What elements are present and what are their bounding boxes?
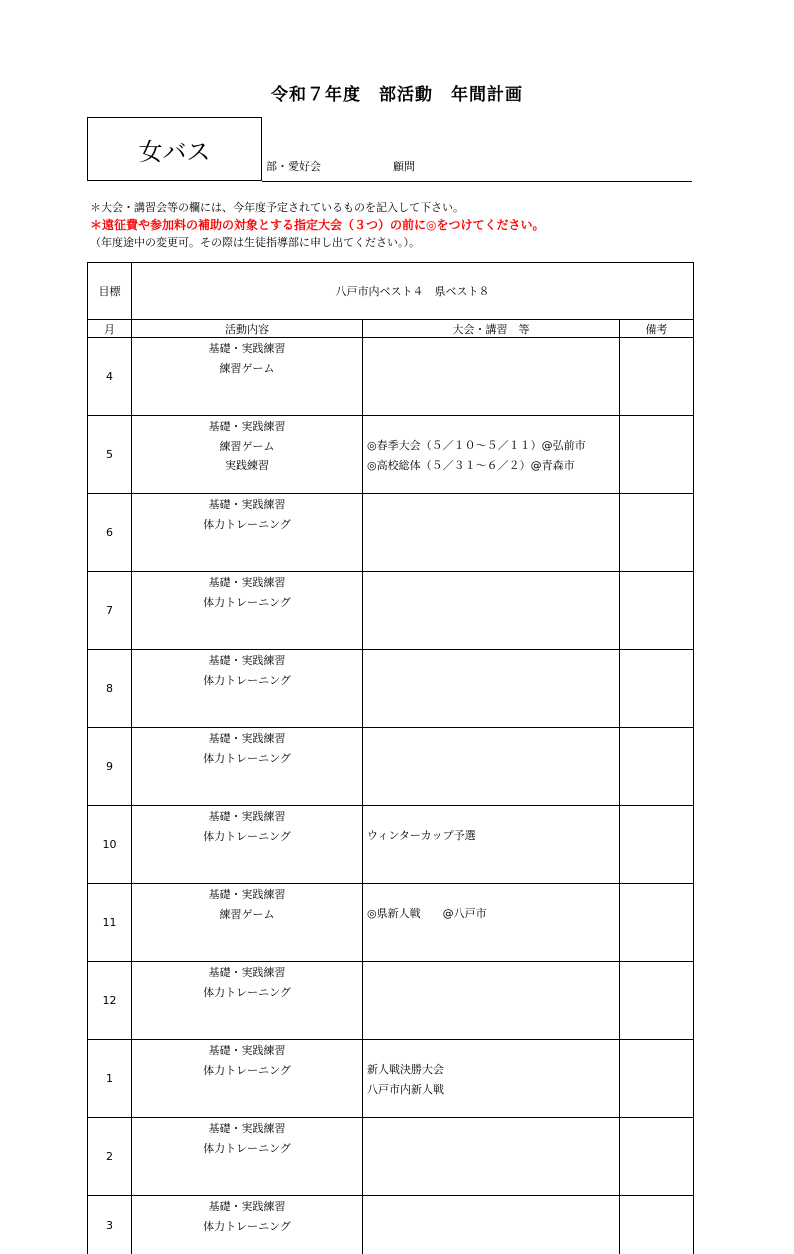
remarks-cell [620, 884, 694, 962]
event-line: ウィンターカップ予選 [367, 826, 619, 846]
activity-line: 体力トレーニング [132, 827, 362, 847]
table-row [88, 728, 694, 806]
goal-label: 目標 [88, 263, 132, 320]
activity-line: 体力トレーニング [132, 1139, 362, 1159]
events-cell [363, 338, 620, 416]
activity-line: 実践練習 [132, 456, 362, 476]
remarks-cell [620, 1040, 694, 1118]
activity-cell [132, 1040, 363, 1118]
month-cell: 1 [88, 1040, 132, 1118]
event-line: 八戸市内新人戦 [367, 1080, 619, 1100]
remarks-cell [620, 494, 694, 572]
activity-line: 基礎・実践練習 [132, 339, 362, 359]
activity-cell [132, 728, 363, 806]
activity-line: 基礎・実践練習 [132, 495, 362, 515]
events-cell [363, 416, 620, 494]
remarks-cell [620, 338, 694, 416]
event-line: 新人戦決勝大会 [367, 1060, 619, 1080]
activity-line: 体力トレーニング [132, 983, 362, 1003]
goal-row [88, 263, 694, 320]
activity-line: 練習ゲーム [132, 359, 362, 379]
table-row [88, 884, 694, 962]
activity-line: 体力トレーニング [132, 515, 362, 535]
activity-line: 基礎・実践練習 [132, 885, 362, 905]
activity-line: 基礎・実践練習 [132, 807, 362, 827]
remarks-cell [620, 962, 694, 1040]
goal-value: 八戸市内ベスト４ 県ベスト８ [132, 263, 694, 320]
events-cell [363, 962, 620, 1040]
month-cell: 3 [88, 1196, 132, 1254]
table-row [88, 338, 694, 416]
activity-cell [132, 416, 363, 494]
remarks-cell [620, 416, 694, 494]
month-cell: 10 [88, 806, 132, 884]
activity-cell [132, 572, 363, 650]
club-name: 女バス [139, 132, 211, 167]
header-month: 月 [88, 320, 132, 338]
activity-cell [132, 338, 363, 416]
events-cell [363, 728, 620, 806]
month-cell: 12 [88, 962, 132, 1040]
page-title: 令和７年度 部活動 年間計画 [0, 80, 794, 105]
activity-line: 基礎・実践練習 [132, 651, 362, 671]
table-row [88, 1040, 694, 1118]
activity-line: 体力トレーニング [132, 1217, 362, 1237]
remarks-cell [620, 728, 694, 806]
activity-cell [132, 1118, 363, 1196]
activity-line: 体力トレーニング [132, 1061, 362, 1081]
activity-line: 練習ゲーム [132, 437, 362, 457]
header-events: 大会・講習 等 [363, 320, 620, 338]
advisor-label: 顧問 [393, 158, 415, 174]
events-cell [363, 1196, 620, 1254]
month-cell: 5 [88, 416, 132, 494]
remarks-cell [620, 572, 694, 650]
events-cell [363, 806, 620, 884]
table-row [88, 572, 694, 650]
table-row [88, 962, 694, 1040]
month-cell: 7 [88, 572, 132, 650]
activity-line: 基礎・実践練習 [132, 1119, 362, 1139]
table-row [88, 416, 694, 494]
activity-cell [132, 884, 363, 962]
remarks-cell [620, 1118, 694, 1196]
header-row [88, 320, 694, 338]
activity-line: 基礎・実践練習 [132, 573, 362, 593]
activity-line: 基礎・実践練習 [132, 1197, 362, 1217]
header-remarks: 備考 [620, 320, 694, 338]
table-row [88, 494, 694, 572]
event-line: ◎高校総体（５／３１～６／２）@青森市 [367, 456, 619, 476]
club-name-box [87, 117, 262, 181]
remarks-cell [620, 650, 694, 728]
activity-line: 体力トレーニング [132, 749, 362, 769]
note-line-3: （年度途中の変更可。その際は生徒指導部に申し出てください。）。 [90, 234, 420, 250]
activity-cell [132, 1196, 363, 1254]
activity-cell [132, 962, 363, 1040]
activity-cell [132, 650, 363, 728]
table-row [88, 650, 694, 728]
events-cell [363, 1118, 620, 1196]
table-row [88, 806, 694, 884]
club-suffix-label: 部・愛好会 [266, 158, 321, 174]
month-cell: 6 [88, 494, 132, 572]
annual-plan-table [87, 262, 694, 1254]
events-cell [363, 572, 620, 650]
activity-line: 体力トレーニング [132, 593, 362, 613]
month-cell: 11 [88, 884, 132, 962]
month-cell: 4 [88, 338, 132, 416]
header-activity: 活動内容 [132, 320, 363, 338]
events-cell [363, 650, 620, 728]
remarks-cell [620, 806, 694, 884]
month-cell: 9 [88, 728, 132, 806]
remarks-cell [620, 1196, 694, 1254]
event-line: ◎春季大会（５／１０～５／１１）@弘前市 [367, 436, 619, 456]
activity-line: 基礎・実践練習 [132, 417, 362, 437]
activity-line: 練習ゲーム [132, 905, 362, 925]
event-line: ◎県新人戦 @八戸市 [367, 904, 619, 924]
activity-line: 体力トレーニング [132, 671, 362, 691]
month-cell: 8 [88, 650, 132, 728]
table-row [88, 1196, 694, 1254]
month-cell: 2 [88, 1118, 132, 1196]
events-cell [363, 494, 620, 572]
note-line-2-red: ＊遠征費や参加料の補助の対象とする指定大会（３つ）の前に◎をつけてください。 [90, 216, 544, 233]
activity-line: 基礎・実践練習 [132, 1041, 362, 1061]
events-cell [363, 1040, 620, 1118]
activity-line: 基礎・実践練習 [132, 963, 362, 983]
advisor-underline [262, 181, 692, 182]
events-cell [363, 884, 620, 962]
table-row [88, 1118, 694, 1196]
activity-line: 基礎・実践練習 [132, 729, 362, 749]
note-line-1: ＊大会・講習会等の欄には、今年度予定されているものを記入して下さい。 [90, 199, 464, 215]
activity-cell [132, 494, 363, 572]
activity-cell [132, 806, 363, 884]
